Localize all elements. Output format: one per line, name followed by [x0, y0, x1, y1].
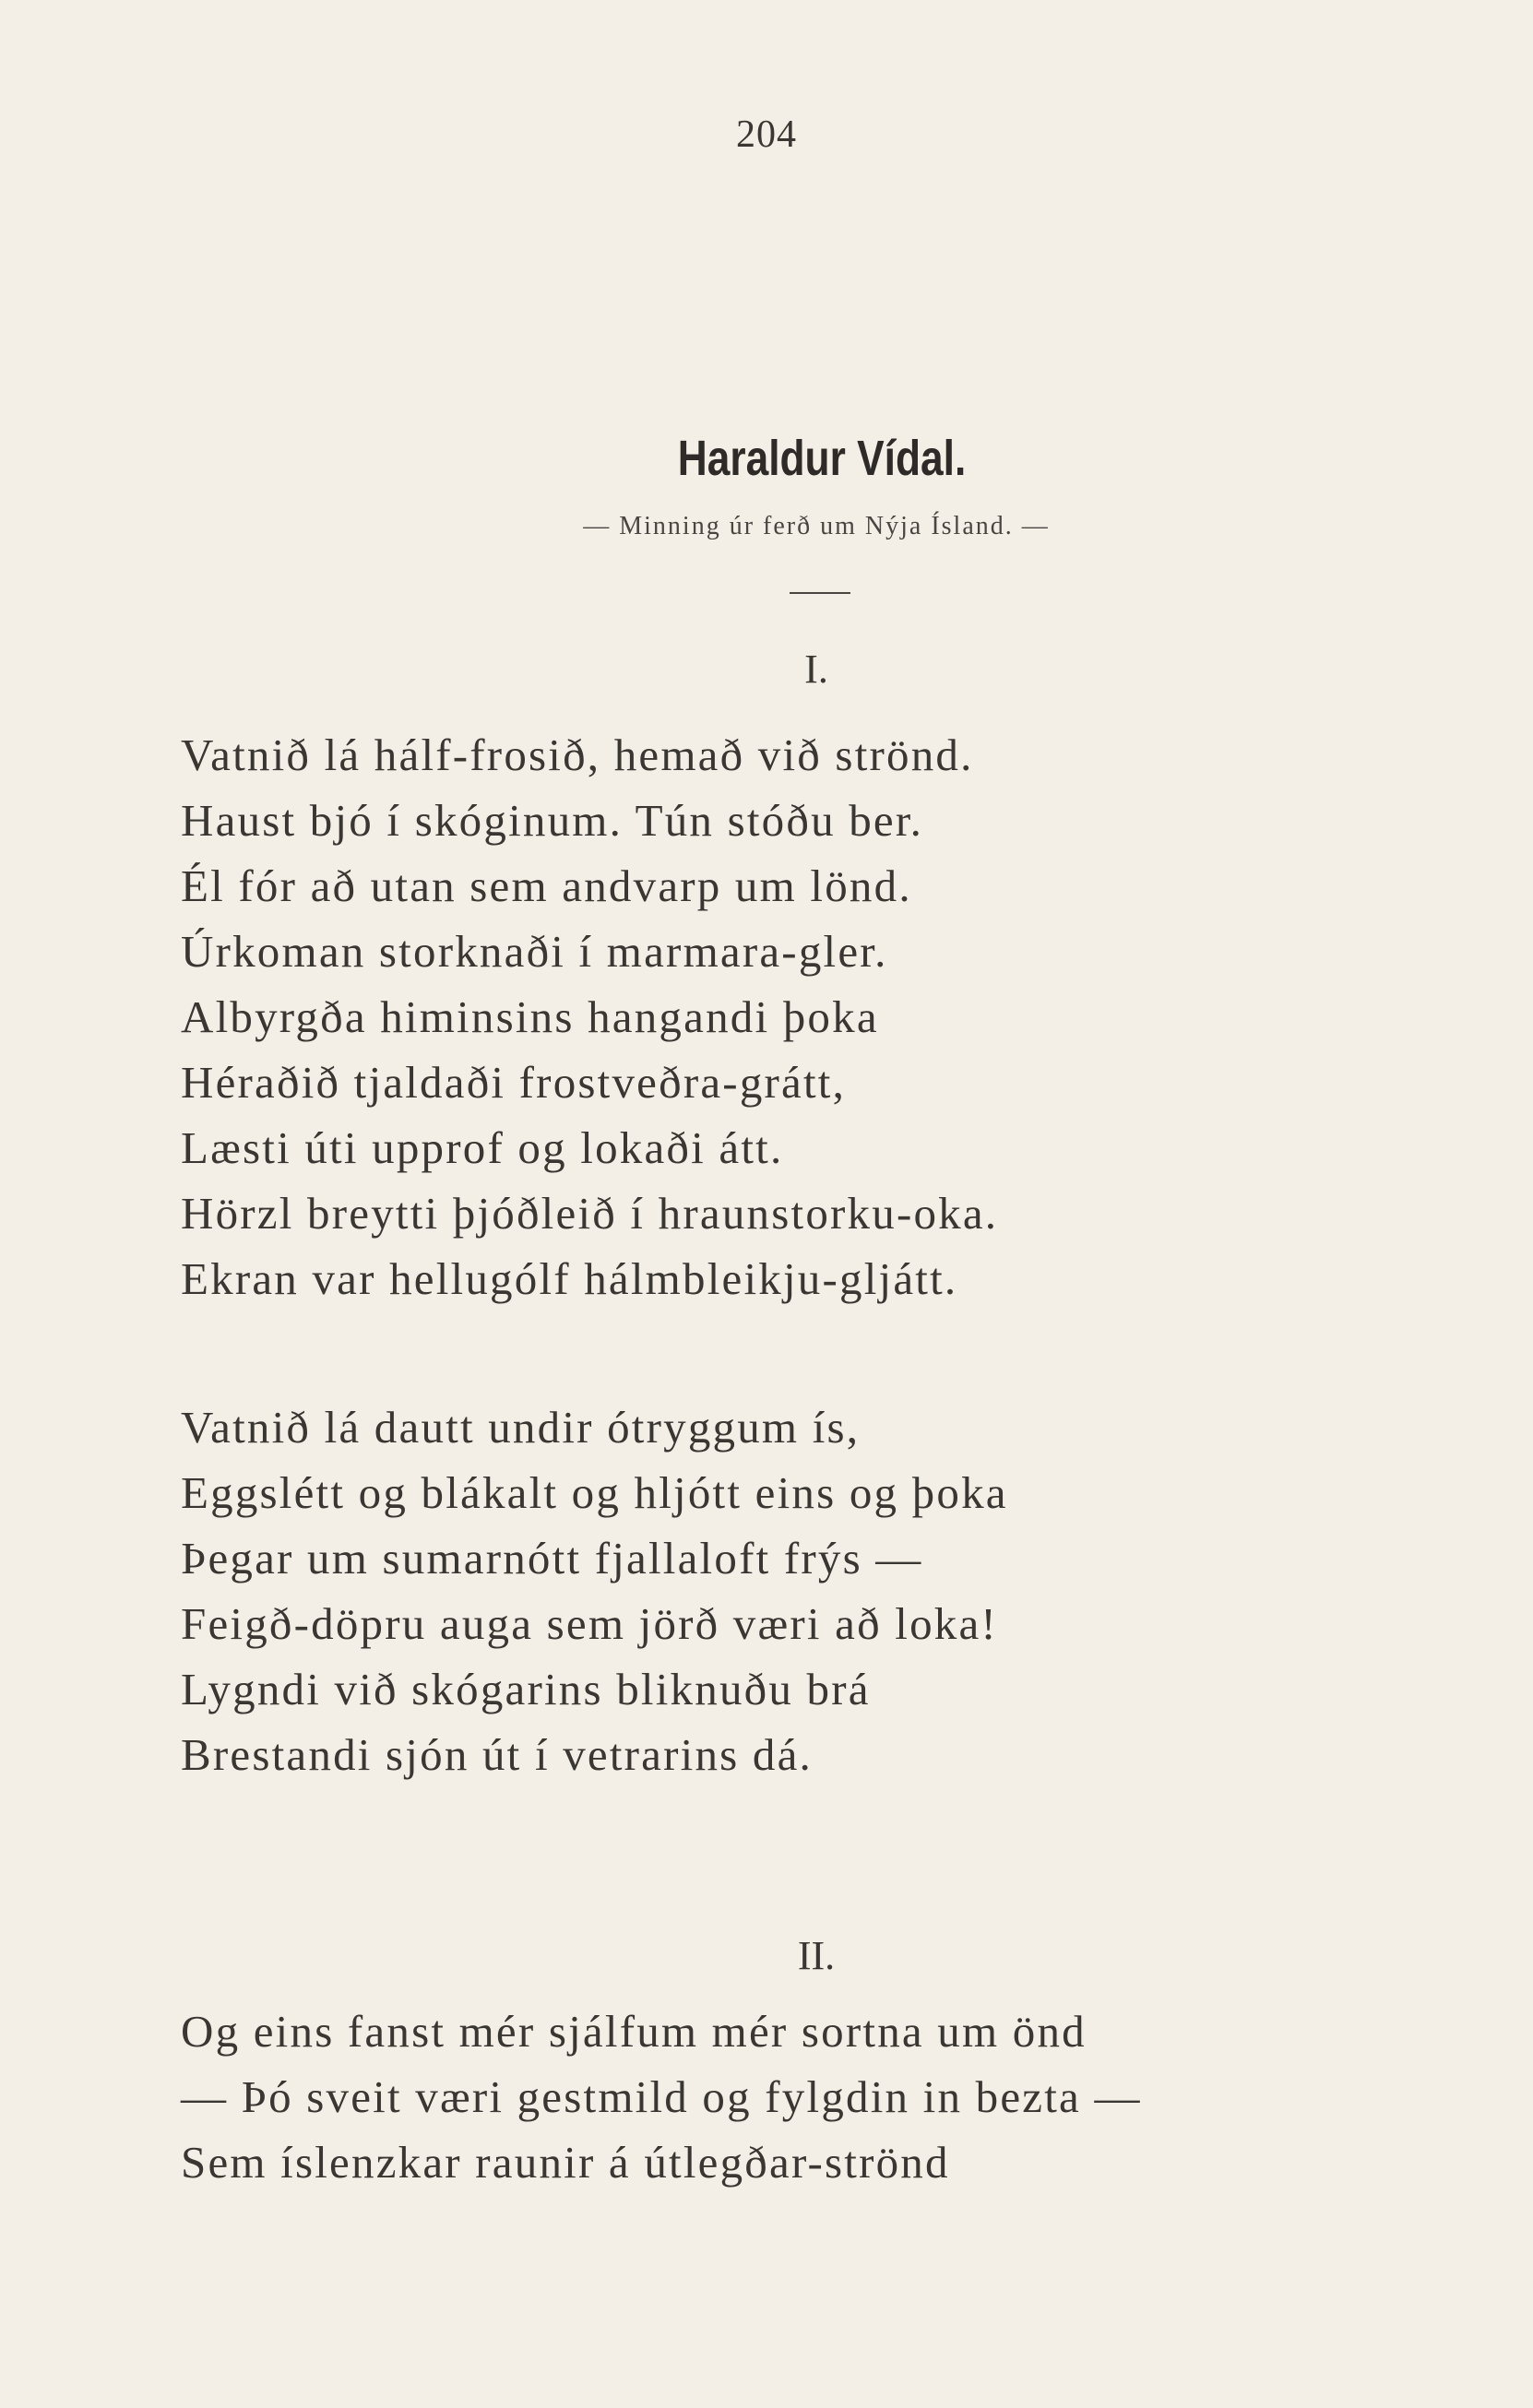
- poem-line: Vatnið lá dautt undir ótryggum ís,: [181, 1402, 861, 1453]
- stanza: [181, 1394, 1008, 1787]
- poem-line: Eggslétt og blákalt og hljótt eins og þoka: [181, 1467, 1008, 1518]
- section-number: I.: [804, 646, 828, 692]
- poem-subtitle: — Minning úr ferð um Nýja Ísland. —: [583, 512, 1050, 540]
- poem-line: Þegar um sumarnótt fjallaloft frýs —: [181, 1533, 923, 1584]
- poem-line: Lygndi við skógarins bliknuðu brá: [181, 1664, 871, 1714]
- poem-line: Héraðið tjaldaði frostveðra-grátt,: [181, 1057, 847, 1108]
- page-number: 204: [736, 113, 797, 156]
- poem-line: Él fór að utan sem andvarp um lönd.: [181, 860, 912, 911]
- poem-line: Brestandi sjón út í vetrarins dá.: [181, 1729, 813, 1780]
- poem-line: Úrkoman storknaði í marmara-gler.: [181, 926, 888, 977]
- title-rule: [790, 592, 850, 594]
- poem-line: Ekran var hellugólf hálmbleikju-gljátt.: [181, 1253, 958, 1304]
- poem-line: Og eins fanst mér sjálfum mér sortna um önd: [181, 2006, 1087, 2057]
- poem-line: Hörzl breytti þjóðleið í hraunstorku-oka.: [181, 1188, 999, 1239]
- poem-line: Vatnið lá hálf-frosið, hemað við strönd.: [181, 730, 974, 780]
- poem-line: Haust bjó í skóginum. Tún stóðu ber.: [181, 795, 924, 846]
- stanza: [181, 1999, 1142, 2195]
- poem-line: Læsti úti upprof og lokaði átt.: [181, 1122, 784, 1173]
- poem-line: Feigð-döpru auga sem jörð væri að loka!: [181, 1598, 998, 1649]
- section-number: II.: [797, 1933, 836, 1978]
- poem-line: Albyrgða himinsins hangandi þoka: [181, 991, 879, 1042]
- stanza: [181, 722, 998, 1311]
- poem-line: Sem íslenzkar raunir á útlegðar-strönd: [181, 2137, 950, 2188]
- poem-line: — Þó sveit væri gestmild og fylgdin in bezta —: [181, 2071, 1142, 2122]
- poem-title: Haraldur Vídal.: [677, 431, 967, 486]
